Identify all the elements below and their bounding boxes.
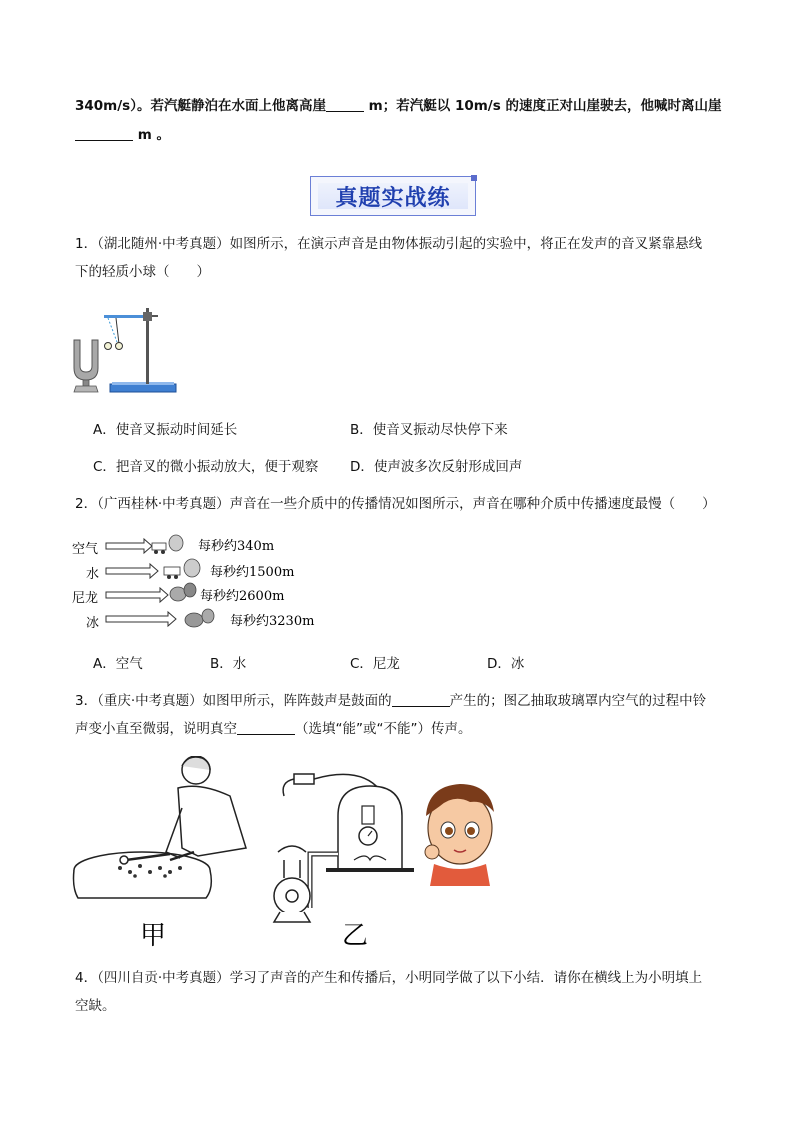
medium-label: 空气 [72,542,99,557]
speed-label: 每秒约3230m [230,614,315,629]
intro-text-1b: m；若汽艇以 10m/s 的速度正对山崖驶去，他喊时离山崖 [368,98,722,114]
q1-option-d[interactable]: D．使声波多次反射形成回声 [350,459,523,475]
ear-icon [184,559,200,577]
answer-blank[interactable] [392,692,450,707]
medium-label: 水 [86,567,100,582]
q1-stem-line-1: 1．（湖北随州·中考真题）如图所示，在演示声音是由物体振动引起的实验中，将正在发声的音叉紧靠悬线 [75,236,703,252]
cart-icon [152,543,166,550]
drummer-body [178,786,246,856]
tuning-fork-figure [70,298,188,398]
answer-blank[interactable] [237,720,295,735]
fork-handle [83,380,89,386]
answer-blank[interactable] [326,97,364,112]
cart-icon [164,567,180,575]
stand-base [110,384,176,392]
speed-label: 每秒约340m [198,539,275,554]
fork-stand [74,386,98,392]
q4-stem-line-2: 空缺。 [75,998,116,1014]
q3-stem-line-1 [75,691,706,711]
banner-inner [318,183,468,209]
intro-text-2b: m 。 [137,127,170,143]
arrow-icon [106,588,168,602]
q2-option-b[interactable]: B．水 [210,656,247,672]
pendulum-swing-line [108,318,117,342]
medium-label: 冰 [86,616,100,631]
q1-option-c[interactable]: C．把音叉的微小振动放大，便于观察 [93,459,319,475]
jar-plate [326,868,414,872]
ear-icon [170,587,186,601]
ball-touching-fork [105,343,112,350]
q1-option-b[interactable]: B．使音叉振动尽快停下来 [350,422,508,438]
q3-text-2b: （选填“能”或“不能”）传声。 [295,721,472,737]
arrow-icon [106,612,176,626]
medium-label: 尼龙 [72,591,99,606]
cartoon-boy-illustration [425,784,494,886]
pendulum-ball [116,343,123,350]
q1-option-a[interactable]: A．使音叉振动时间延长 [93,422,238,438]
q4-stem-line-1: 4．（四川自贡·中考真题）学习了声音的产生和传播后，小明同学做了以下小结．请你在横线上为小明填上 [75,970,703,986]
intro-line-2 [75,125,170,145]
section-banner [310,176,476,216]
speed-label: 每秒约1500m [210,565,295,580]
figure-label-a: 甲 [140,921,167,951]
q3-text-2a: 声变小直至微弱，说明真空 [75,721,237,737]
arrow-icon [106,539,152,553]
pendulum-string [116,318,119,344]
intro-text-1a: 340m/s）。若汽艇静泊在水面上他离高崖 [75,98,326,114]
q3-text-1b: 产生的；图乙抽取玻璃罩内空气的过程中铃 [449,693,707,709]
ear-icon [169,535,183,551]
q2-stem-line-1: 2．（广西桂林·中考真题）声音在一些介质中的传播情况如图所示，声音在哪种介质中传播速度最慢（ ） [75,496,716,512]
drummer-illustration [74,756,247,951]
medium-row-water [86,559,294,582]
sound-speed-figure [72,534,332,634]
boy-shirt [430,864,490,886]
medium-row-nylon [72,583,284,606]
bell-jar-illustration [274,774,414,951]
banner-corner [471,175,477,181]
valve [294,774,314,784]
answer-blank[interactable] [75,126,133,141]
arrow-icon [106,564,158,578]
tuning-fork [74,340,98,380]
q1-stem-line-2: 下的轻质小球（ ） [75,264,210,280]
q2-option-d[interactable]: D．冰 [487,656,525,672]
medium-row-air [72,535,274,557]
stand-base-top [112,382,174,385]
q3-stem-line-2 [75,719,471,739]
speed-label: 每秒约2600m [200,589,285,604]
drum-and-bell-jar-figure [70,756,500,952]
banner-title: 真题实战练 [335,185,451,211]
medium-row-ice [86,609,314,631]
intro-line-1 [75,96,721,116]
ear-icon [185,613,203,627]
q2-option-a[interactable]: A．空气 [93,656,143,672]
q3-text-1a: 3．（重庆·中考真题）如图甲所示，阵阵鼓声是鼓面的 [75,693,392,709]
q2-option-c[interactable]: C．尼龙 [350,656,400,672]
drum-body [74,870,212,898]
stand-clamp [143,312,152,321]
figure-label-b: 乙 [342,921,369,951]
